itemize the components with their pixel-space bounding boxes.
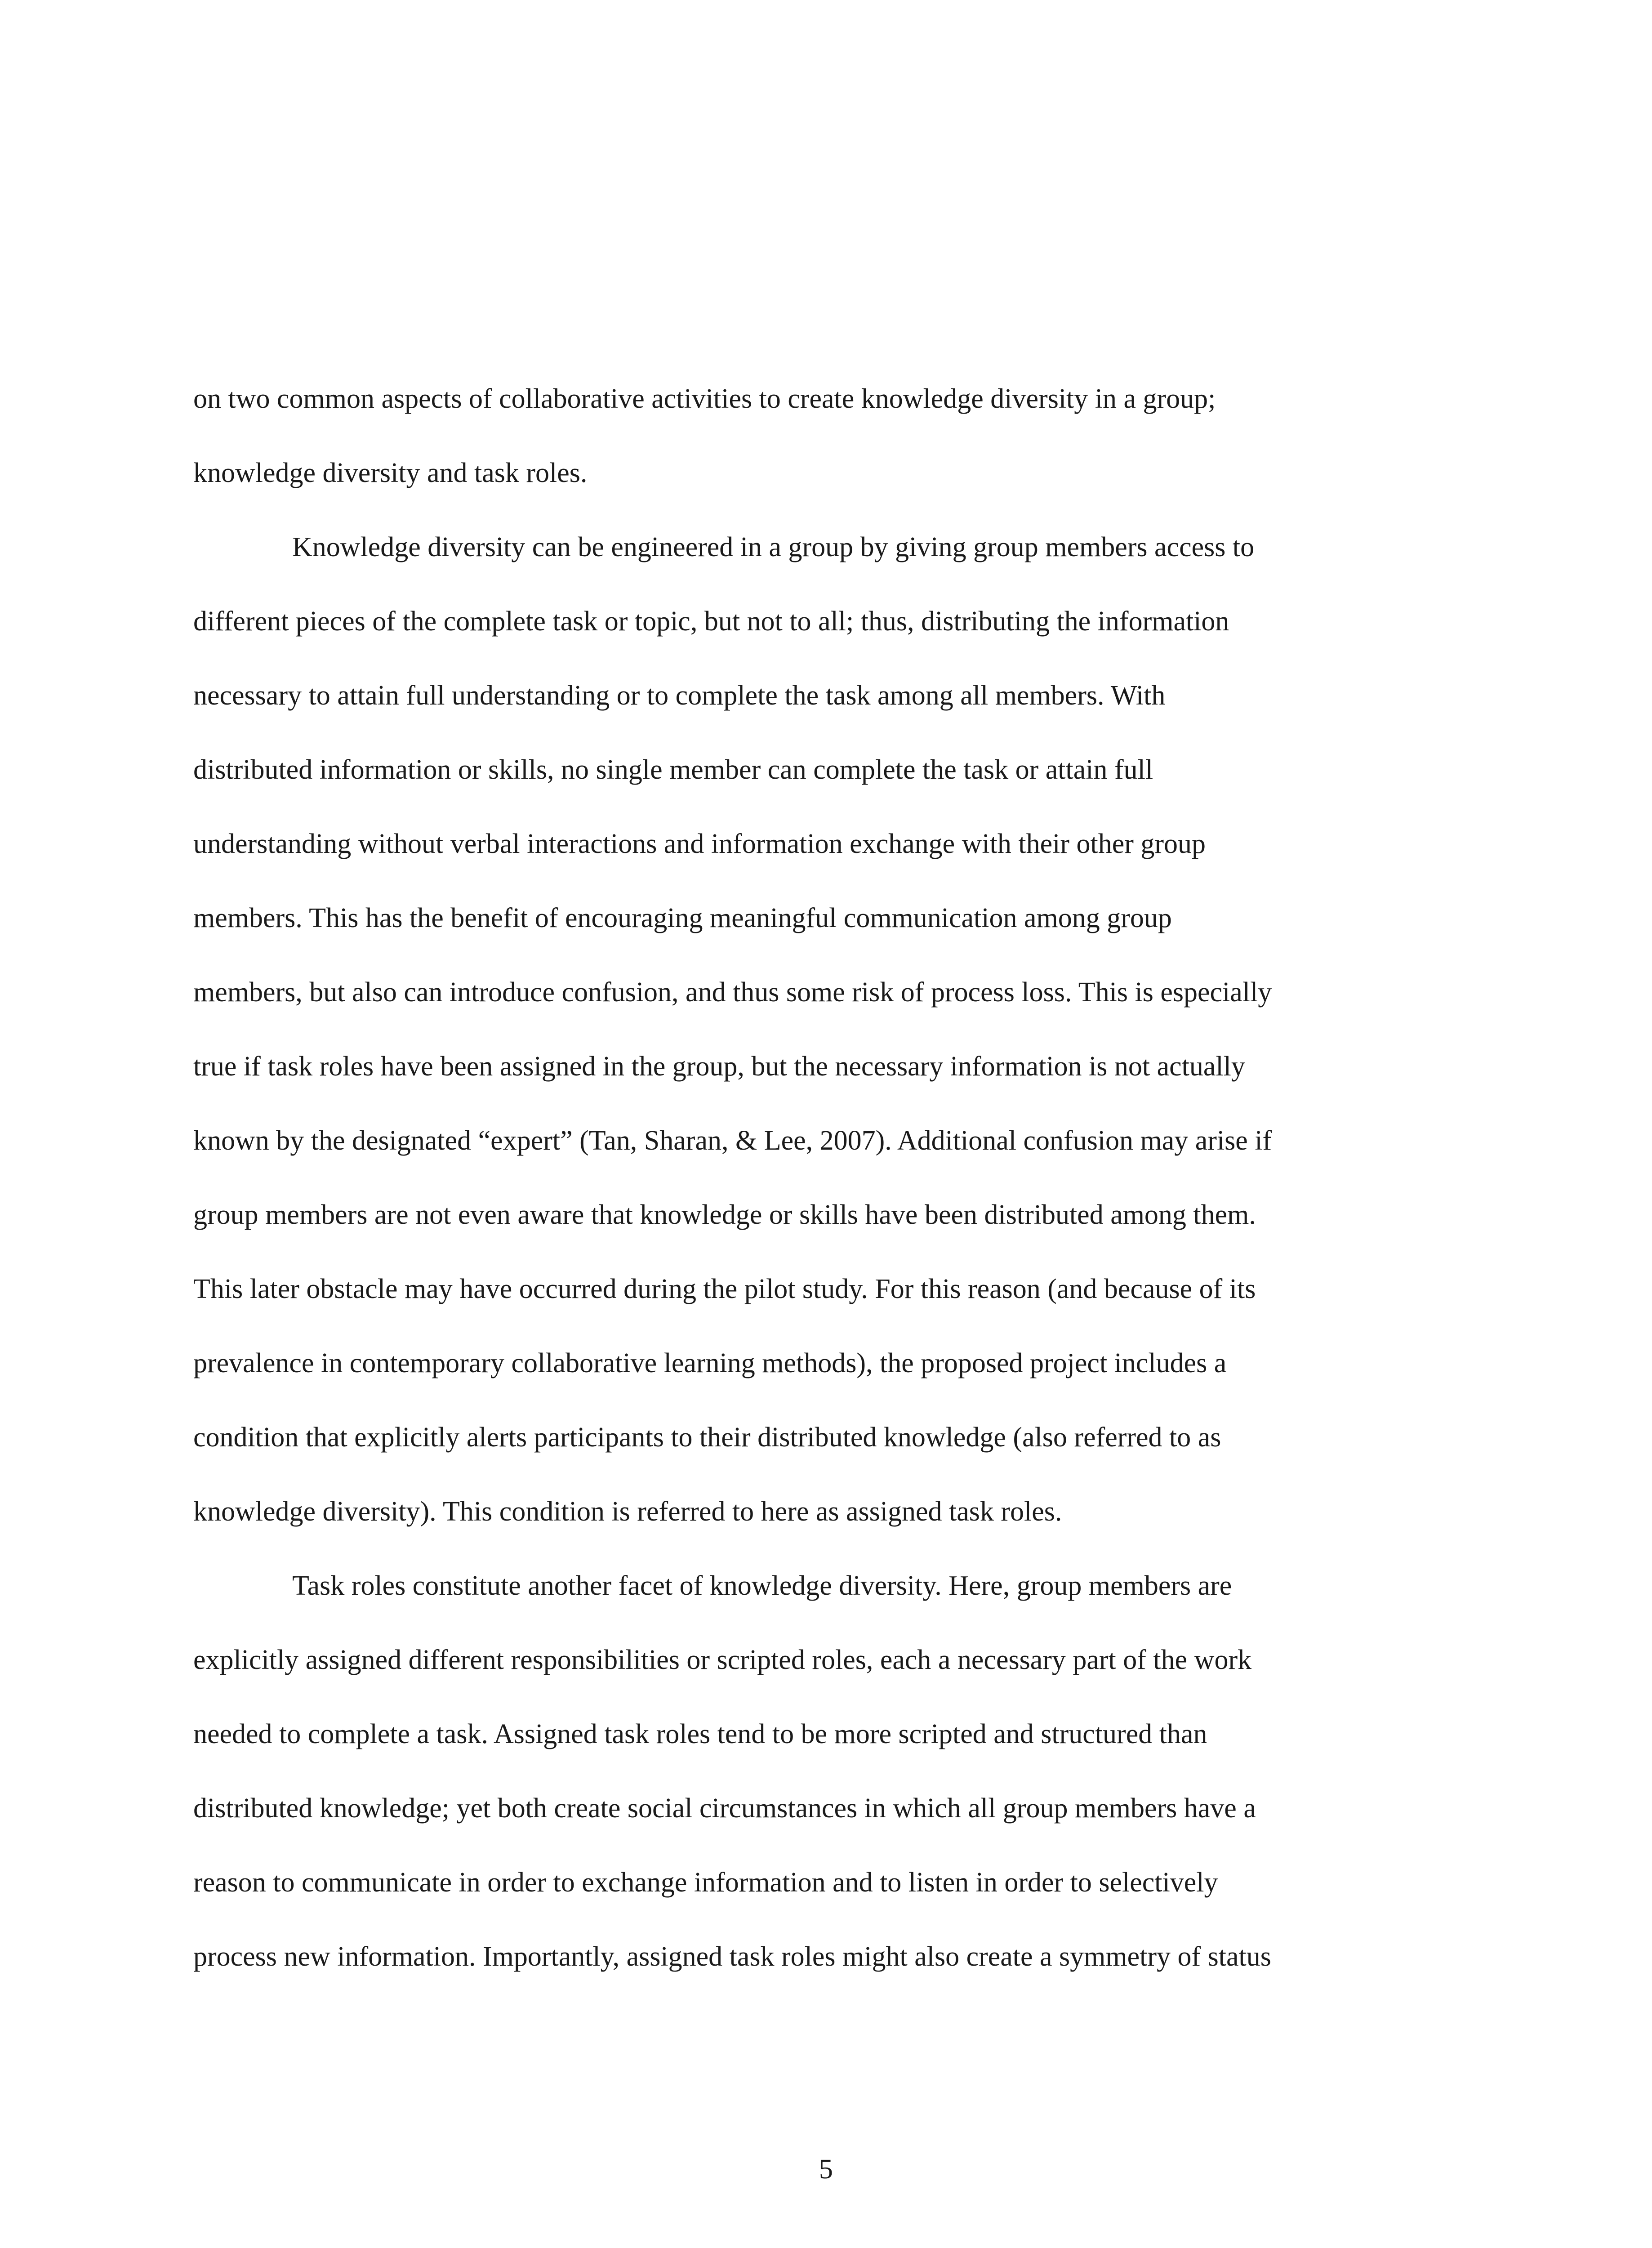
paragraph-start-line: Knowledge diversity can be engineered in a group by giving group members access to — [292, 532, 1255, 562]
text-line: on two common aspects of collaborative activities to create knowledge diversity in a group; — [193, 384, 1216, 414]
text-line: This later obstacle may have occurred during the pilot study. For this reason (and because of its — [193, 1274, 1256, 1304]
text-line: distributed knowledge; yet both create social circumstances in which all group members have a — [193, 1793, 1256, 1824]
text-line: group members are not even aware that knowledge or skills have been distributed among them. — [193, 1200, 1256, 1230]
text-line: true if task roles have been assigned in the group, but the necessary information is not actually — [193, 1051, 1245, 1082]
text-line: necessary to attain full understanding or to complete the task among all members. With — [193, 680, 1166, 711]
text-line: members, but also can introduce confusion, and thus some risk of process loss. This is especially — [193, 977, 1272, 1008]
text-line: distributed information or skills, no single member can complete the task or attain full — [193, 754, 1153, 785]
text-line: reason to communicate in order to exchange information and to listen in order to selectively — [193, 1867, 1218, 1898]
text-line: needed to complete a task. Assigned task roles tend to be more scripted and structured than — [193, 1719, 1207, 1749]
text-line: different pieces of the complete task or topic, but not to all; thus, distributing the information — [193, 606, 1229, 637]
text-line: process new information. Importantly, assigned task roles might also create a symmetry of status — [193, 1941, 1271, 1972]
text-line: explicitly assigned different responsibilities or scripted roles, each a necessary part of the work — [193, 1645, 1252, 1675]
paragraph-start-line: Task roles constitute another facet of knowledge diversity. Here, group members are — [292, 1570, 1232, 1601]
text-line: knowledge diversity and task roles. — [193, 458, 588, 488]
text-line: knowledge diversity). This condition is referred to here as assigned task roles. — [193, 1496, 1062, 1527]
text-line: understanding without verbal interactions and information exchange with their other group — [193, 829, 1206, 859]
body-text — [193, 362, 1459, 1994]
text-line: condition that explicitly alerts participants to their distributed knowledge (also referred to as — [193, 1422, 1221, 1453]
text-line: members. This has the benefit of encouraging meaningful communication among group — [193, 903, 1172, 933]
text-line: prevalence in contemporary collaborative learning methods), the proposed project includes a — [193, 1348, 1227, 1378]
text-line: known by the designated “expert” (Tan, Sharan, & Lee, 2007). Additional confusion may arise if — [193, 1125, 1272, 1156]
page-number: 5 — [819, 2154, 833, 2185]
